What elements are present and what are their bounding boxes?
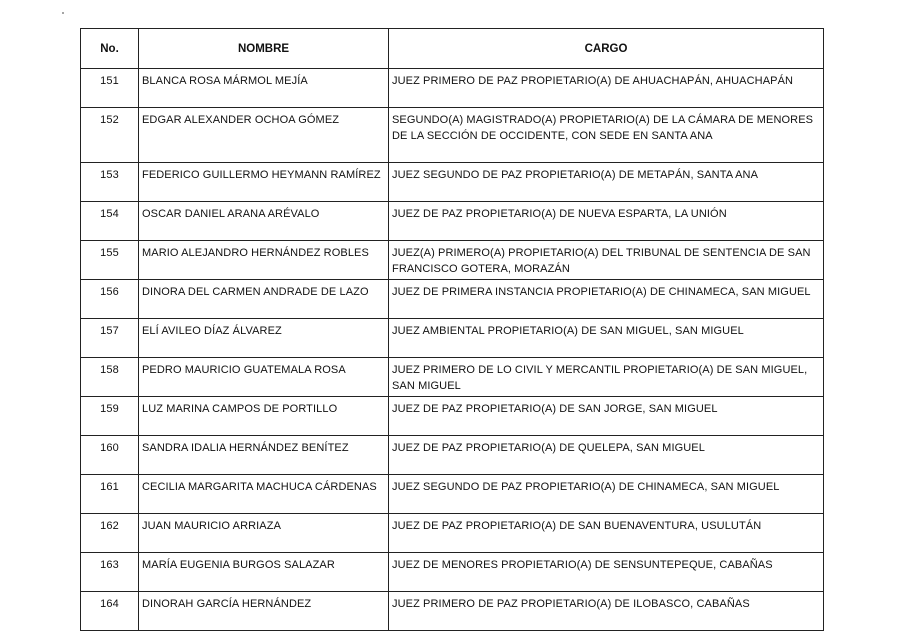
header-no: No. [81, 29, 139, 69]
row-nombre: CECILIA MARGARITA MACHUCA CÁRDENAS [139, 475, 389, 514]
row-cargo: SEGUNDO(A) MAGISTRADO(A) PROPIETARIO(A) DE LA CÁMARA DE MENORES DE LA SECCIÓN DE OCCIDENTE, CON SEDE EN SANTA ANA [389, 108, 824, 163]
table-row [81, 108, 824, 163]
table-row [81, 69, 824, 108]
row-cargo: JUEZ DE PAZ PROPIETARIO(A) DE SAN JORGE, SAN MIGUEL [389, 397, 824, 436]
table-row [81, 319, 824, 358]
table-row [81, 241, 824, 280]
roster-table [80, 28, 824, 631]
table-row [81, 475, 824, 514]
row-number: 159 [81, 397, 139, 436]
scan-speck [62, 12, 64, 14]
row-number: 153 [81, 163, 139, 202]
row-number: 152 [81, 108, 139, 163]
row-number: 154 [81, 202, 139, 241]
row-nombre: OSCAR DANIEL ARANA ARÉVALO [139, 202, 389, 241]
table-row [81, 280, 824, 319]
row-cargo: JUEZ SEGUNDO DE PAZ PROPIETARIO(A) DE METAPÁN, SANTA ANA [389, 163, 824, 202]
row-nombre: BLANCA ROSA MÁRMOL MEJÍA [139, 69, 389, 108]
row-number: 161 [81, 475, 139, 514]
row-number: 156 [81, 280, 139, 319]
row-cargo: JUEZ(A) PRIMERO(A) PROPIETARIO(A) DEL TRIBUNAL DE SENTENCIA DE SAN FRANCISCO GOTERA, MORAZÁN [389, 241, 824, 280]
row-nombre: PEDRO MAURICIO GUATEMALA ROSA [139, 358, 389, 397]
row-nombre: FEDERICO GUILLERMO HEYMANN RAMÍREZ [139, 163, 389, 202]
row-number: 155 [81, 241, 139, 280]
row-nombre: EDGAR ALEXANDER OCHOA GÓMEZ [139, 108, 389, 163]
table-row [81, 202, 824, 241]
row-nombre: DINORA DEL CARMEN ANDRADE DE LAZO [139, 280, 389, 319]
row-nombre: MARIO ALEJANDRO HERNÁNDEZ ROBLES [139, 241, 389, 280]
row-nombre: DINORAH GARCÍA HERNÁNDEZ [139, 592, 389, 631]
row-cargo: JUEZ SEGUNDO DE PAZ PROPIETARIO(A) DE CHINAMECA, SAN MIGUEL [389, 475, 824, 514]
row-cargo: JUEZ DE PAZ PROPIETARIO(A) DE QUELEPA, SAN MIGUEL [389, 436, 824, 475]
header-cargo: CARGO [389, 29, 824, 69]
row-nombre: JUAN MAURICIO ARRIAZA [139, 514, 389, 553]
row-cargo: JUEZ DE PAZ PROPIETARIO(A) DE SAN BUENAVENTURA, USULUTÁN [389, 514, 824, 553]
header-row [81, 29, 824, 69]
table-row [81, 397, 824, 436]
table-row [81, 514, 824, 553]
row-nombre: ELÍ AVILEO DÍAZ ÁLVAREZ [139, 319, 389, 358]
row-number: 160 [81, 436, 139, 475]
header-nombre: NOMBRE [139, 29, 389, 69]
row-number: 158 [81, 358, 139, 397]
row-cargo: JUEZ DE PRIMERA INSTANCIA PROPIETARIO(A) DE CHINAMECA, SAN MIGUEL [389, 280, 824, 319]
table-row [81, 358, 824, 397]
row-number: 162 [81, 514, 139, 553]
table-row [81, 436, 824, 475]
table-row [81, 592, 824, 631]
row-nombre: MARÍA EUGENIA BURGOS SALAZAR [139, 553, 389, 592]
row-cargo: JUEZ AMBIENTAL PROPIETARIO(A) DE SAN MIGUEL, SAN MIGUEL [389, 319, 824, 358]
row-cargo: JUEZ DE PAZ PROPIETARIO(A) DE NUEVA ESPARTA, LA UNIÓN [389, 202, 824, 241]
row-cargo: JUEZ DE MENORES PROPIETARIO(A) DE SENSUNTEPEQUE, CABAÑAS [389, 553, 824, 592]
row-cargo: JUEZ PRIMERO DE PAZ PROPIETARIO(A) DE ILOBASCO, CABAÑAS [389, 592, 824, 631]
table-row [81, 163, 824, 202]
row-nombre: LUZ MARINA CAMPOS DE PORTILLO [139, 397, 389, 436]
table-row [81, 553, 824, 592]
row-nombre: SANDRA IDALIA HERNÁNDEZ BENÍTEZ [139, 436, 389, 475]
row-number: 163 [81, 553, 139, 592]
row-cargo: JUEZ PRIMERO DE PAZ PROPIETARIO(A) DE AHUACHAPÁN, AHUACHAPÁN [389, 69, 824, 108]
row-number: 157 [81, 319, 139, 358]
row-number: 164 [81, 592, 139, 631]
row-cargo: JUEZ PRIMERO DE LO CIVIL Y MERCANTIL PROPIETARIO(A) DE SAN MIGUEL, SAN MIGUEL [389, 358, 824, 397]
row-number: 151 [81, 69, 139, 108]
